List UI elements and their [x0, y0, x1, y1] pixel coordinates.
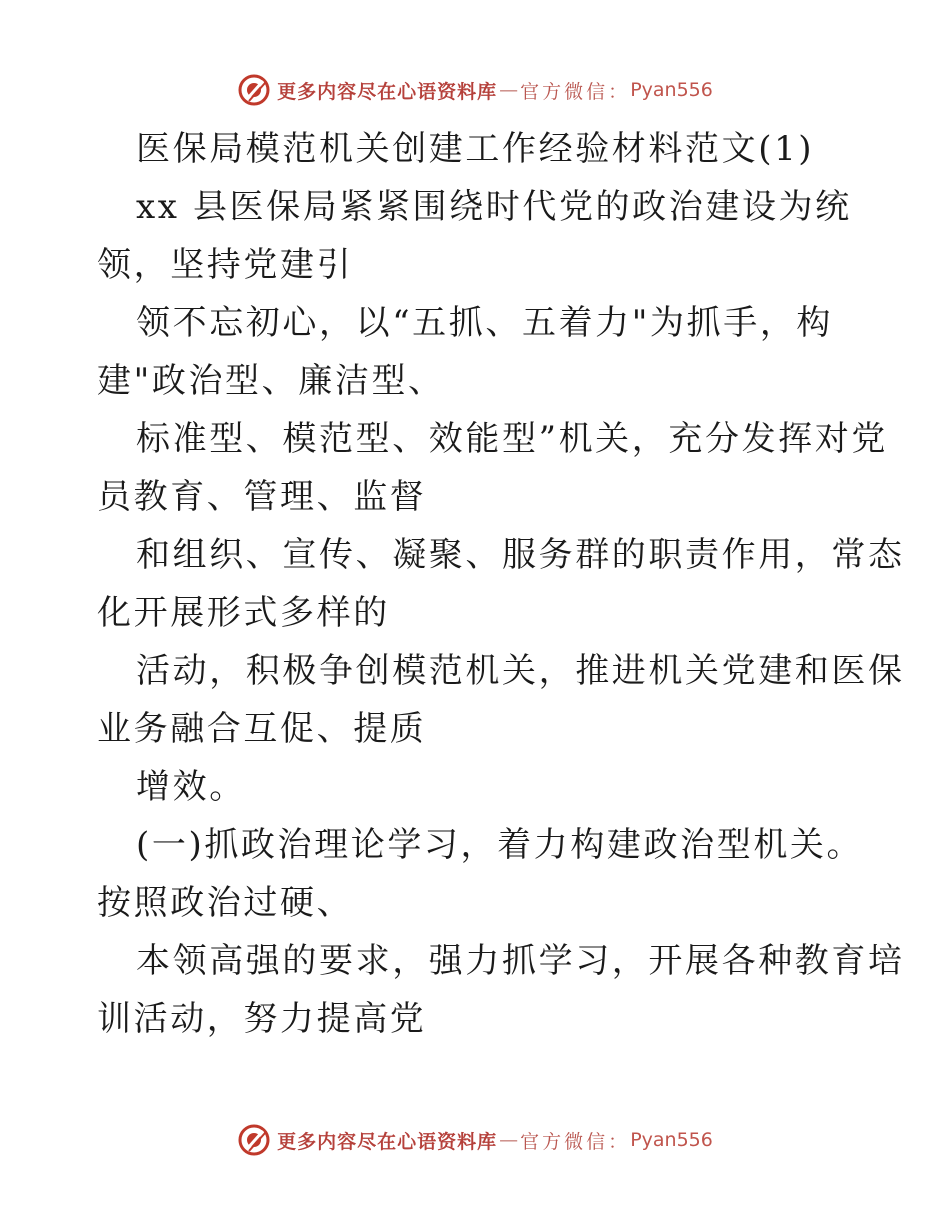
- text-line: 员教育、管理、监督: [97, 477, 427, 517]
- wechat-account: Pyan556: [630, 79, 713, 101]
- logo-icon: [237, 73, 271, 107]
- text-line: 建"政治型、廉洁型、: [97, 361, 445, 401]
- wechat-label: 官方微信：: [520, 80, 631, 103]
- text-line: 增效。: [136, 767, 246, 807]
- text-line: 领不忘初心，以“五抓、五着力"为抓手，构: [136, 303, 834, 343]
- site-name: 更多内容尽在心语资料库: [277, 1130, 498, 1153]
- section-heading: (一)抓政治理论学习，着力构建政治型机关。: [136, 825, 864, 865]
- document-title: 医保局模范机关创建工作经验材料范文(1): [136, 129, 815, 169]
- text-line: 标准型、模范型、效能型”机关，充分发挥对党: [136, 419, 888, 459]
- logo-icon: [237, 1123, 271, 1157]
- text-line: 按照政治过硬、: [97, 883, 354, 923]
- header-watermark: [0, 70, 950, 110]
- text-line: 活动，积极争创模范机关，推进机关党建和医保: [136, 651, 905, 691]
- text-line: 业务融合互促、提质: [97, 709, 427, 749]
- text-line: 领，坚持党建引: [97, 245, 354, 285]
- wechat-label: 官方微信：: [520, 1130, 631, 1153]
- site-name: 更多内容尽在心语资料库: [277, 80, 498, 103]
- wechat-account: Pyan556: [630, 1129, 713, 1151]
- text-line: 和组织、宣传、凝聚、服务群的职责作用，常态: [136, 535, 905, 575]
- text-line: 训活动，努力提高党: [97, 999, 427, 1039]
- text-line: 本领高强的要求，强力抓学习，开展各种教育培: [136, 941, 905, 981]
- text-line: 化开展形式多样的: [97, 593, 390, 633]
- separator-dash: —: [499, 79, 519, 101]
- text-line: xx 县医保局紧紧围绕时代党的政治建设为统: [136, 187, 852, 227]
- footer-watermark: [0, 1120, 950, 1160]
- separator-dash: —: [499, 1129, 519, 1151]
